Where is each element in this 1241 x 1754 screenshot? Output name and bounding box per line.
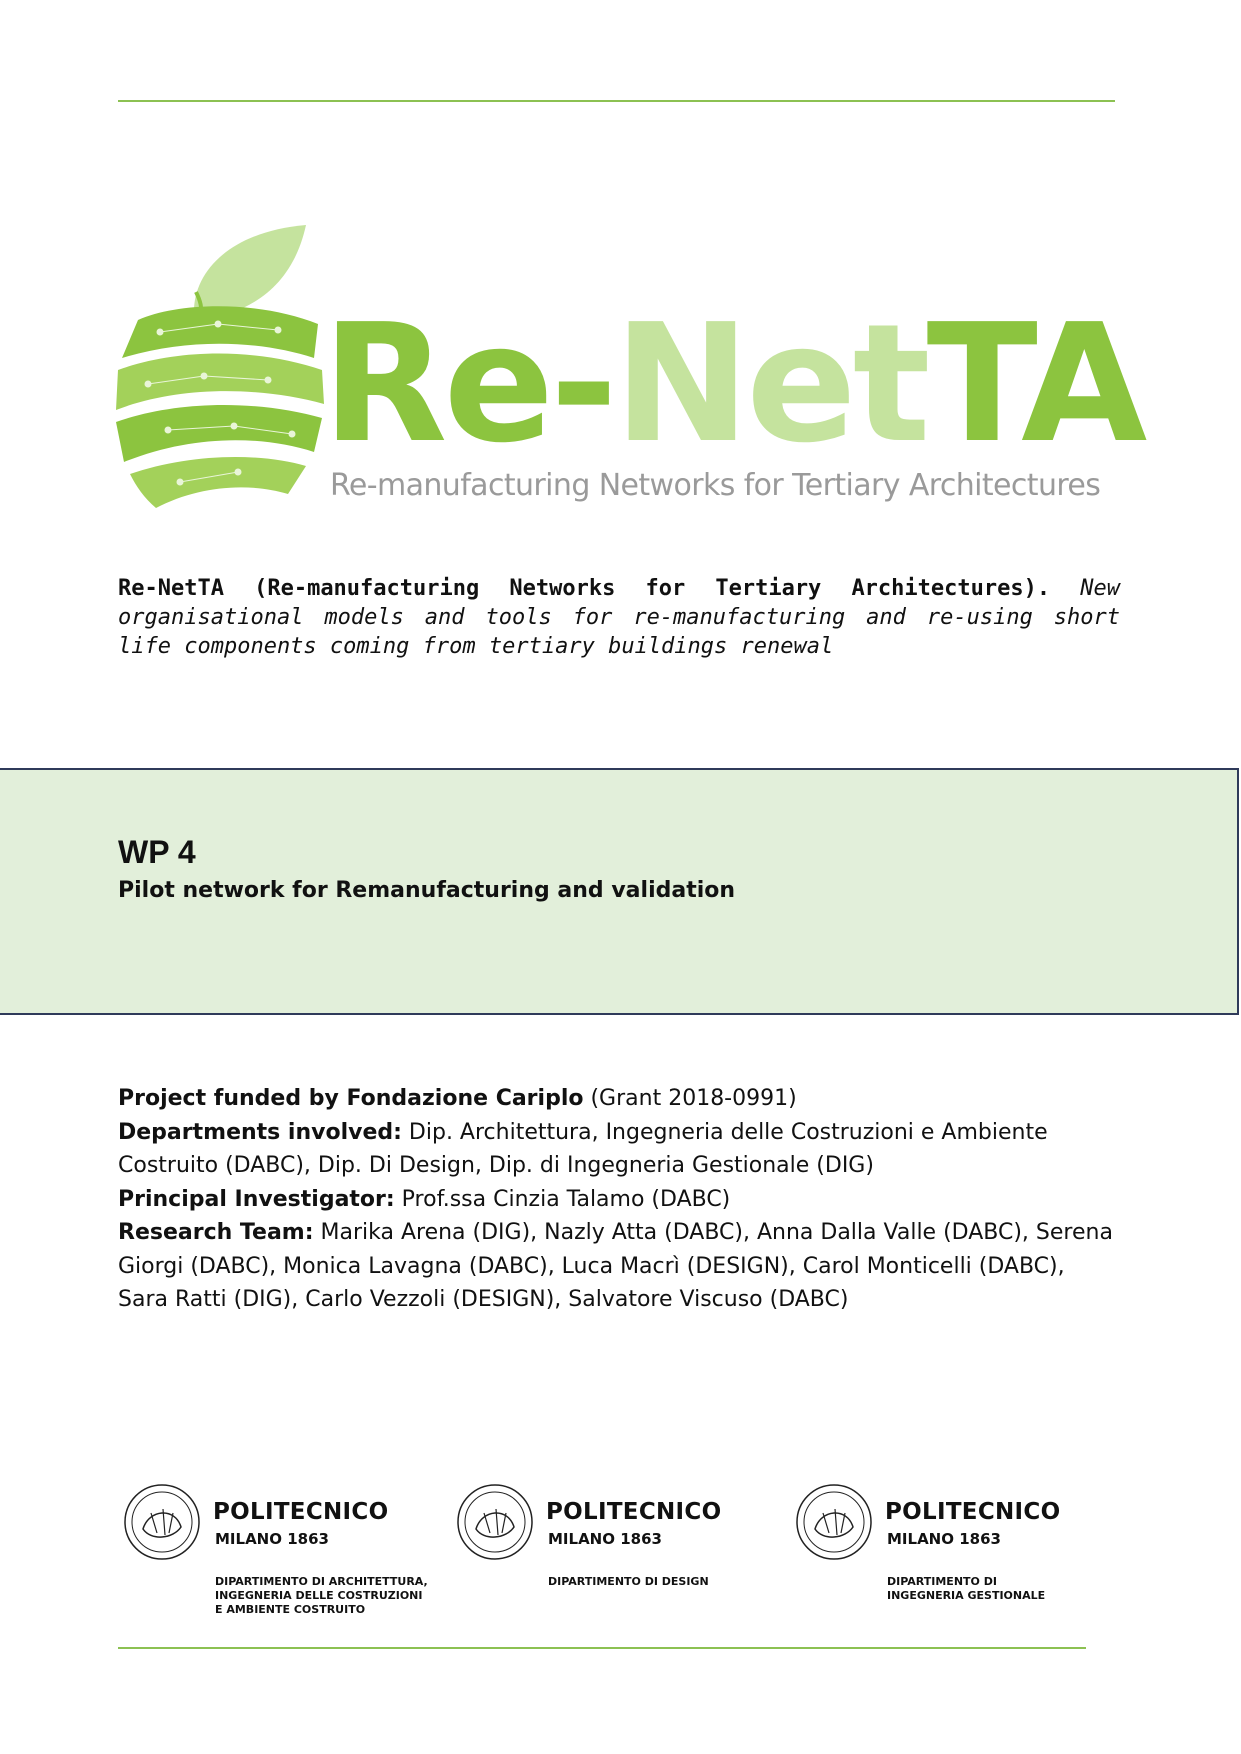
logo-wordmark-ta: TA — [926, 290, 1144, 479]
logo-wordmark — [322, 290, 1144, 479]
project-info — [118, 1082, 1118, 1317]
project-intro — [118, 574, 1120, 661]
polimi-department: DIPARTIMENTO DI INGEGNERIA GESTIONALE — [887, 1575, 1046, 1602]
team-label: Research Team: — [118, 1220, 314, 1245]
bottom-rule — [118, 1647, 1086, 1649]
departments-value: Dip. Architettura, Ingegneria delle Costruzioni e Ambiente Costruito (DABC), Dip. Di Design, Dip. di Ingegneria Gestionale (DIG) — [118, 1119, 1048, 1178]
polimi-department: DIPARTIMENTO DI DESIGN — [548, 1575, 709, 1588]
polimi-seal-icon — [795, 1483, 873, 1561]
departments-label: Departments involved: — [118, 1119, 402, 1145]
logo-tagline: Re-manufacturing Networks for Tertiary Architectures — [330, 468, 1101, 503]
top-rule — [118, 100, 1115, 102]
polimi-name: POLITECNICO — [885, 1499, 1061, 1525]
funding-value: (Grant 2018-0991) — [583, 1086, 797, 1111]
team-value: Marika Arena (DIG), Nazly Atta (DABC), Anna Dalla Valle (DABC), Serena Giorgi (DABC), Monica Lavagna (DABC), Luca Macrì (DESIGN), Carol Monticelli (DABC), Sara Ratti (DIG), Carlo Vezzoli (DESIGN), Salvatore Viscuso (DABC) — [118, 1220, 1113, 1312]
work-package-title: WP 4 — [118, 834, 196, 870]
pi-label: Principal Investigator: — [118, 1186, 395, 1212]
intro-description: New organisational models and tools for re-manufacturing and re-using short life components coming from tertiary buildings renewal — [118, 576, 1121, 659]
pi-line — [118, 1183, 1118, 1217]
pi-value: Prof.ssa Cinzia Talamo (DABC) — [394, 1186, 731, 1212]
work-package-subtitle: Pilot network for Remanufacturing and validation — [118, 878, 736, 903]
polimi-name: POLITECNICO — [546, 1499, 722, 1525]
apple-logo-icon — [108, 220, 348, 516]
polimi-city: MILANO 1863 — [887, 1530, 1001, 1548]
funding-label: Project funded by Fondazione Cariplo — [118, 1086, 584, 1111]
polimi-city: MILANO 1863 — [215, 1530, 329, 1548]
intro-title: Re-NetTA (Re-manufacturing Networks for Tertiary Architectures). — [118, 576, 1051, 601]
logo-wordmark-re: Re- — [322, 290, 614, 479]
team-line — [118, 1216, 1118, 1317]
polimi-name: POLITECNICO — [213, 1499, 389, 1525]
departments-line — [118, 1116, 1118, 1183]
funding-line — [118, 1082, 1118, 1116]
polimi-seal-icon — [456, 1483, 534, 1561]
logo-wordmark-net: Net — [613, 290, 927, 479]
polimi-city: MILANO 1863 — [548, 1530, 662, 1548]
polimi-seal-icon — [123, 1483, 201, 1561]
polimi-department: DIPARTIMENTO DI ARCHITETTURA, INGEGNERIA DELLE COSTRUZIONI E AMBIENTE COSTRUITO — [215, 1575, 428, 1616]
